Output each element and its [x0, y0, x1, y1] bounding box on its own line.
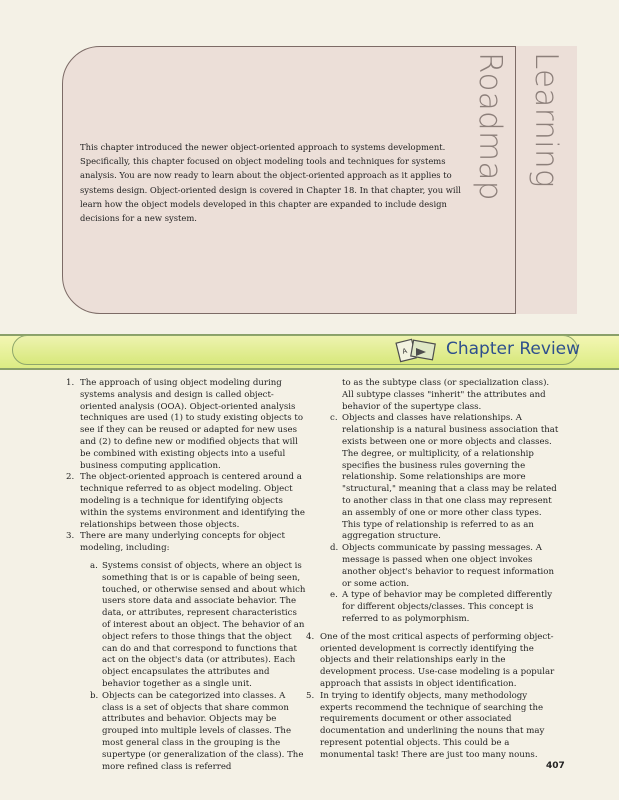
review-item [66, 531, 306, 555]
left-column [66, 378, 306, 773]
review-item [66, 378, 306, 472]
subitem-text: to as the subtype class (or specialization class). All subtype classes "inherit" the attributes and behavior of the supertype class. [342, 378, 550, 412]
chapter-review-title: Chapter Review [446, 339, 581, 359]
review-subitem [330, 590, 562, 625]
item-number: 1. [66, 378, 75, 388]
item-number: 2. [66, 472, 75, 483]
item-text: The approach of using object modeling during systems analysis and design is called object-oriented analysis (OOA). Object-oriented analysis techniques are used (1) to study existing objects to see if they can be reused or adapted for new uses and (2) to define new or modified objects that will be combined with existing objects into a useful business computing application. [80, 378, 304, 471]
review-subitem [330, 543, 562, 590]
item-number: 5. [306, 690, 315, 701]
review-subitem [330, 413, 562, 543]
books-icon [394, 336, 442, 363]
item-text: In trying to identify objects, many methodology experts recommend the technique of searching the requirements document or other associated documentation and underlining the nouns that may represent potential objects. This could be a monumental task! There are just too many nouns. [320, 690, 545, 760]
subitem-text: Objects communicate by passing messages. A message is passed when one object invokes another object's behavior to request information or some action. [342, 543, 555, 589]
page-number: 407 [546, 761, 565, 771]
learning-roadmap-title: Learning Roadmap [472, 52, 564, 201]
subitem-label: d. [330, 543, 339, 554]
subitem-label: c. [330, 413, 338, 424]
subitem-text: A type of behavior may be completed differently for different objects/classes. This concept is referred to as polymorphism. [342, 590, 553, 624]
review-subitem [90, 690, 306, 774]
review-item [306, 690, 562, 762]
review-subitem-continued [342, 378, 562, 413]
subitem-text: Objects and classes have relationships. A relationship is a natural business association that exists between one or more objects and classes. The degree, or multiplicity, of a relationship specifies the business rules governing the relationship. Some relationships are more "structural," meaning that a class may be related to another class in that one class may represent an assembly of one or more other class types. This type of relationship is referred to as an aggregation structure. [342, 413, 559, 542]
item-number: 4. [306, 631, 315, 642]
subitem-text: Objects can be categorized into classes. A class is a set of objects that share common attributes and behavior. Objects may be grouped into multiple levels of classes. The most general class in the grouping is the supertype (or generalization of the class). The more refined class is referred [102, 690, 304, 772]
subitem-label: e. [330, 590, 338, 601]
subitem-label: b. [90, 690, 99, 701]
review-subitem [90, 560, 306, 691]
review-item [66, 472, 306, 531]
right-column [306, 378, 562, 762]
learning-roadmap-text: This chapter introduced the newer object-oriented approach to systems development. Specifically, this chapter focused on object modeling tools and techniques for systems analysis. You are now ready to learn about the object-oriented approach as it applies to systems design. Object-oriented design is covered in Chapter 18. In that chapter, you will learn how the object models developed in this chapter are expanded to include design decisions for a new system. [80, 142, 461, 224]
review-item [306, 631, 562, 691]
subitem-text: Systems consist of objects, where an object is something that is or is capable of being seen, touched, or otherwise sensed and about which users store data and associate behavior. The data, or attributes, represent characteristics of interest about an object. The behavior of an object refers to those things that the object can do and that correspond to functions that act on the object's data (or attributes). Each object encapsulates the attributes and behavior together as a single unit. [102, 560, 306, 689]
subitem-label: a. [90, 560, 98, 571]
item-text: One of the most critical aspects of performing object-oriented development is correctly identifying the objects and their relationships early in the development process. Use-case modeling is a popular approach that assists in object identification. [320, 631, 555, 689]
svg-text:A: A [401, 346, 408, 356]
item-text: There are many underlying concepts for object modeling, including: [80, 531, 286, 554]
item-text: The object-oriented approach is centered around a technique referred to as object modeling. Object modeling is a technique for identifying objects within the systems environment and identifying the relationships between those objects. [80, 472, 306, 530]
item-number: 3. [66, 531, 75, 542]
